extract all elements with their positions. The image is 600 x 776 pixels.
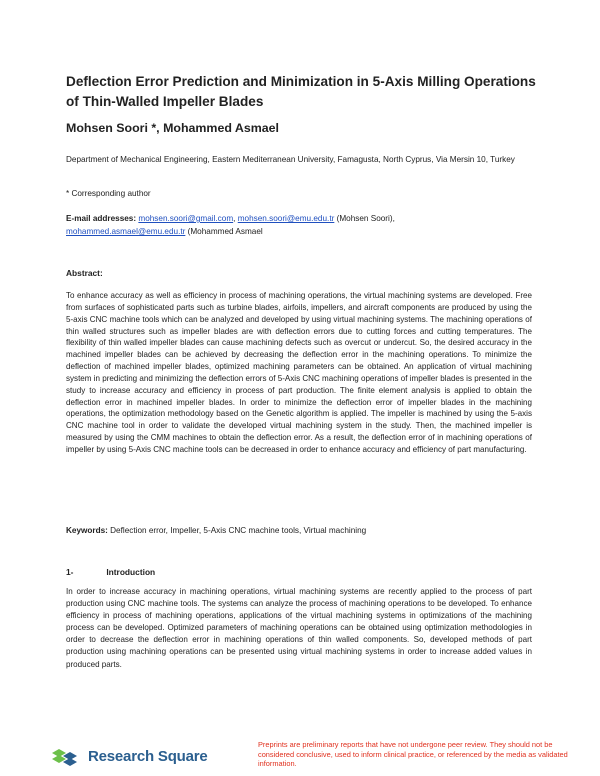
preprint-notice: Preprints are preliminary reports that have not undergone peer review. They should not be considered conclusive, used to inform clinical practice, or referenced by the media as validated information. xyxy=(258,740,568,769)
section-number: 1- xyxy=(66,567,74,577)
keywords xyxy=(66,526,532,535)
corresponding-author-note: * Corresponding author xyxy=(66,189,151,198)
keywords-label: Keywords: xyxy=(66,526,108,535)
email-owner-1: (Mohsen Soori), xyxy=(336,214,395,223)
email-addresses xyxy=(66,212,546,238)
research-square-logo[interactable] xyxy=(50,743,208,769)
section-heading xyxy=(66,567,155,577)
keywords-text: Deflection error, Impeller, 5-Axis CNC machine tools, Virtual machining xyxy=(110,526,367,535)
affiliation: Department of Mechanical Engineering, Eastern Mediterranean University, Famagusta, North Cyprus, Via Mersin 10, Turkey xyxy=(66,155,515,164)
email-link-1[interactable]: mohsen.soori@gmail.com xyxy=(138,214,234,223)
email-separator: , xyxy=(233,214,236,223)
email-label: E-mail addresses: xyxy=(66,214,137,223)
introduction-body: In order to increase accuracy in machining operations, virtual machining systems are recently applied to the process of part production using CNC machine tools. The systems can analyze the process of machining operations to be developed. To enhance efficiency in process of machining operations, applications of the virtual machining systems in optimizations of the machining process can be developed. Optimized parameters of machining operations can be obtained using optimization methodologies in order to decrease the deflection error in machining operations of thin walled components. So, developed methods of part production using machining operations can be presented using virtual machining systems in order to increase added values in produced parts. xyxy=(66,587,532,669)
email-link-2[interactable]: mohsen.soori@emu.edu.tr xyxy=(237,214,335,223)
research-square-logo-icon xyxy=(50,744,82,768)
paper-title: Deflection Error Prediction and Minimization in 5-Axis Milling Operations of Thin-Walled Impeller Blades xyxy=(66,74,536,109)
email-owner-2: (Mohammed Asmael xyxy=(187,227,263,236)
paper-authors: Mohsen Soori *, Mohammed Asmael xyxy=(66,121,279,135)
email-link-3[interactable]: mohammed.asmael@emu.edu.tr xyxy=(66,227,186,236)
abstract-body: To enhance accuracy as well as efficiency in process of machining operations, the virtual machining systems are developed. Free from surfaces of sophisticated parts such as turbine blades, airfoils, impellers, and aircraft components are produced by using the 5-axis CNC machine tools which can be analyzed and developed by using virtual machining systems. The machining operations of thin walled structures such as impeller blades are with deflection errors due to cutting forces and cutting temperatures. The flexibility of thin walled impeller blades can cause machining defects such as overcut or undercut. So, the desired accuracy in the machined impeller blades can be achieved by decreasing the deflection error in the machining operations. To minimize the deflection of machined impeller blades, optimized machining parameters can be obtained. An application of virtual machining system in predicting and minimizing the deflection errors of 5-Axis CNC machining operations of impeller blades is presented in the study to increase accuracy and efficiency in process of part production. The finite element analysis is applied to obtain the deflection error in machined impeller blades. In order to minimize the deflection error of impeller blades in the machining operations, the optimization methodology based on the Genetic algorithm is applied. The impeller is machined by using the 5-axis CNC machine tool in order to validate the developed virtual machining system in the study. Then, the machined impeller is measured by using the CMM machines to obtain the deflection error. As a result, the deflection error of in machining operations of impeller by using 5-Axis CNC machine tools can be decreased in order to enhance accuracy and efficiency of part manufacturing. xyxy=(66,291,532,454)
section-title: Introduction xyxy=(106,567,156,577)
abstract-heading: Abstract: xyxy=(66,268,103,278)
brand-name: Research Square xyxy=(88,747,208,765)
